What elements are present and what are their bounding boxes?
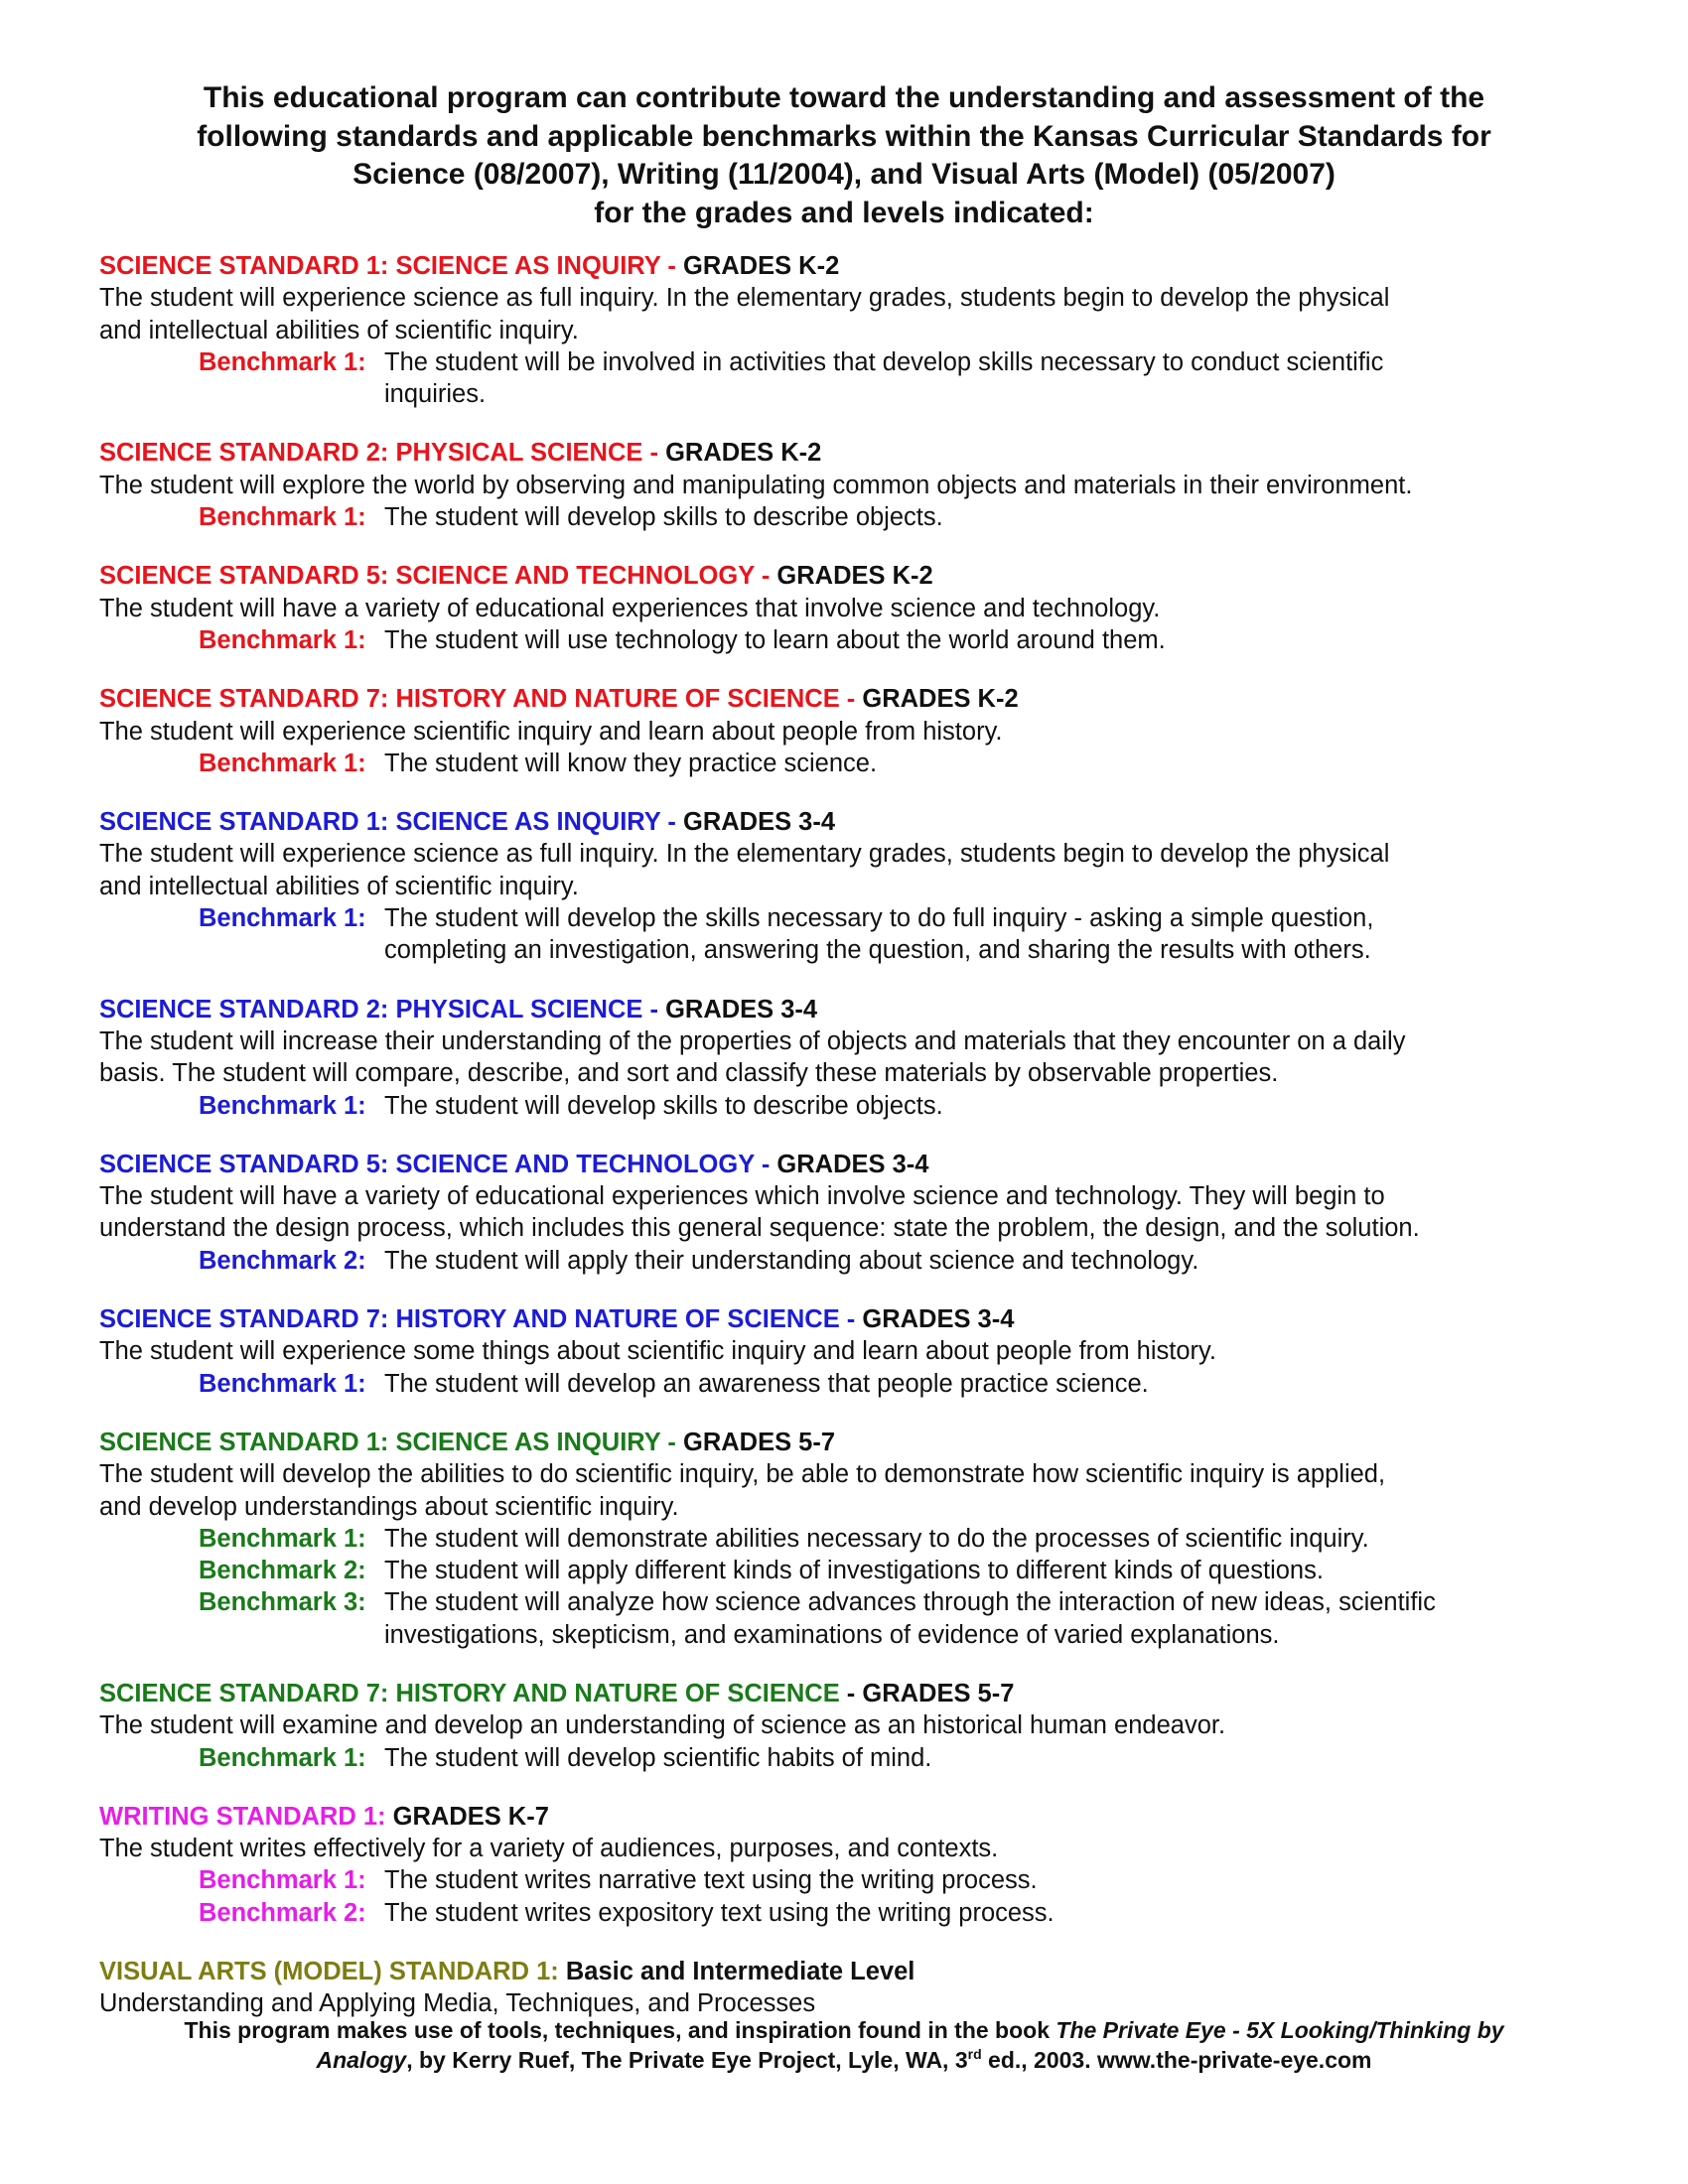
standard-description: and develop understandings about scientific inquiry.	[99, 1492, 679, 1521]
title-line: for the grades and levels indicated:	[594, 196, 1094, 229]
standard-header	[99, 806, 1589, 838]
edition-superscript: rd	[967, 2046, 982, 2062]
standard-label: SCIENCE STANDARD 1: SCIENCE AS INQUIRY -	[99, 1428, 676, 1456]
book-title: The Private Eye - 5X Looking/Thinking by	[1055, 2017, 1504, 2043]
standard-description: Understanding and Applying Media, Techniques, and Processes	[99, 1989, 816, 2018]
benchmark	[99, 1864, 1589, 1896]
standard-section	[99, 1427, 1589, 1651]
standard-header	[99, 994, 1589, 1025]
benchmark-label: Benchmark 2:	[199, 1557, 366, 1585]
benchmark-label: Benchmark 1:	[199, 1743, 366, 1772]
standard-section	[99, 1956, 1589, 2020]
benchmark-text: The student will be involved in activities that develop skills necessary to conduct scientific	[384, 347, 1384, 376]
grade-level: - GRADES 5-7	[846, 1679, 1015, 1707]
title-line: Science (08/2007), Writing (11/2004), and Visual Arts (Model) (05/2007)	[352, 158, 1336, 191]
standard-label: SCIENCE STANDARD 2: PHYSICAL SCIENCE -	[99, 995, 658, 1024]
benchmark-text-continued: inquiries.	[384, 380, 487, 409]
benchmark-label: Benchmark 1:	[199, 1866, 366, 1895]
standard-description: The student will examine and develop an understanding of science as an historical human endeavor.	[99, 1711, 1226, 1740]
grade-level: Basic and Intermediate Level	[565, 1958, 915, 1986]
book-title-cont: Analogy	[316, 2047, 407, 2073]
standard-section	[99, 683, 1589, 779]
standard-header	[99, 683, 1589, 715]
grade-level: GRADES K-2	[776, 562, 933, 591]
footer-text: ed., 2003. www.the-private-eye.com	[981, 2047, 1372, 2073]
benchmark	[99, 346, 1589, 378]
standard-header	[99, 250, 1589, 282]
benchmark	[99, 1897, 1589, 1929]
standard-description: understand the design process, which includes this general sequence: state the problem, the design, and the solution.	[99, 1214, 1420, 1243]
benchmark	[99, 748, 1589, 779]
standard-header	[99, 1427, 1589, 1458]
benchmark-text-continued: completing an investigation, answering the question, and sharing the results with others.	[384, 936, 1371, 965]
benchmark-text: The student will develop scientific habits of mind.	[384, 1743, 932, 1772]
standard-header	[99, 437, 1589, 469]
benchmark-text: The student will develop skills to describe objects.	[384, 1091, 943, 1120]
benchmark-label: Benchmark 3:	[199, 1588, 366, 1617]
standard-label: SCIENCE STANDARD 5: SCIENCE AND TECHNOLOGY -	[99, 562, 771, 591]
title-line: following standards and applicable benchmarks within the Kansas Curricular Standards for	[197, 119, 1491, 153]
standard-section	[99, 994, 1589, 1122]
benchmark-label: Benchmark 1:	[199, 503, 366, 532]
standard-description: The student will have a variety of educational experiences which involve science and technology. They will begin to	[99, 1182, 1385, 1211]
footer-text: This program makes use of tools, techniques, and inspiration found in the book	[184, 2017, 1056, 2043]
standard-section	[99, 250, 1589, 410]
benchmark-text: The student writes narrative text using the writing process.	[384, 1866, 1038, 1895]
footer-text: , by Kerry Ruef, The Private Eye Project, Lyle, WA, 3	[406, 2047, 968, 2073]
benchmark-label: Benchmark 1:	[199, 1524, 366, 1553]
benchmark	[99, 902, 1589, 934]
benchmark-text: The student will know they practice science.	[384, 749, 878, 777]
standard-label: WRITING STANDARD 1:	[99, 1802, 386, 1831]
standard-label: SCIENCE STANDARD 2: PHYSICAL SCIENCE -	[99, 439, 658, 468]
benchmark-label: Benchmark 1:	[199, 1369, 366, 1398]
standard-section	[99, 1801, 1589, 1929]
standard-label: VISUAL ARTS (MODEL) STANDARD 1:	[99, 1958, 559, 1986]
footer-line-2	[99, 2045, 1589, 2075]
standard-header	[99, 1956, 1589, 1987]
standard-header	[99, 1678, 1589, 1709]
benchmark-label: Benchmark 1:	[199, 904, 366, 933]
standard-description: basis. The student will compare, describe, and sort and classify these materials by observable properties.	[99, 1059, 1279, 1088]
footer-line-1	[99, 2015, 1589, 2045]
grade-level: GRADES K-2	[683, 252, 840, 280]
benchmark	[99, 1523, 1589, 1555]
standard-header	[99, 1149, 1589, 1180]
standard-description: The student will explore the world by observing and manipulating common objects and materials in their environment.	[99, 471, 1413, 499]
standard-section	[99, 1149, 1589, 1277]
benchmark-text: The student will develop the skills necessary to do full inquiry - asking a simple question,	[384, 904, 1374, 933]
grade-level: GRADES 5-7	[683, 1428, 836, 1456]
benchmark-label: Benchmark 2:	[199, 1898, 366, 1927]
benchmark	[99, 1245, 1589, 1277]
benchmark-text-continued: investigations, skepticism, and examinations of evidence of varied explanations.	[384, 1620, 1280, 1649]
standard-label: SCIENCE STANDARD 1: SCIENCE AS INQUIRY -	[99, 252, 676, 280]
benchmark	[99, 1555, 1589, 1586]
document-title	[99, 79, 1589, 232]
benchmark-text: The student will analyze how science advances through the interaction of new ideas, scientific	[384, 1588, 1436, 1617]
standard-description: The student will experience science as full inquiry. In the elementary grades, students begin to develop the physical	[99, 840, 1390, 869]
standard-section	[99, 1678, 1589, 1774]
benchmark-label: Benchmark 1:	[199, 625, 366, 654]
standard-header	[99, 1801, 1589, 1833]
standard-section	[99, 437, 1589, 533]
grade-level: GRADES K-2	[862, 685, 1019, 714]
benchmark-label: Benchmark 1:	[199, 749, 366, 777]
grade-level: GRADES K-7	[392, 1802, 549, 1831]
benchmark	[99, 1368, 1589, 1400]
grade-level: GRADES 3-4	[862, 1305, 1015, 1334]
standard-label: SCIENCE STANDARD 7: HISTORY AND NATURE OF SCIENCE -	[99, 1305, 856, 1334]
benchmark-label: Benchmark 1:	[199, 347, 366, 376]
standard-label: SCIENCE STANDARD 5: SCIENCE AND TECHNOLOGY -	[99, 1150, 771, 1178]
standard-section	[99, 560, 1589, 656]
benchmark	[99, 1586, 1589, 1618]
benchmark	[99, 624, 1589, 656]
footer-citation	[99, 2015, 1589, 2075]
standard-description: The student will experience scientific inquiry and learn about people from history.	[99, 717, 1003, 746]
benchmark-label: Benchmark 2:	[199, 1246, 366, 1275]
benchmark-text: The student will develop an awareness that people practice science.	[384, 1369, 1149, 1398]
benchmark	[99, 501, 1589, 533]
standard-description: The student will increase their understanding of the properties of objects and materials that they encounter on a daily	[99, 1026, 1406, 1055]
standard-label: SCIENCE STANDARD 7: HISTORY AND NATURE OF SCIENCE	[99, 1679, 840, 1707]
benchmark-text: The student will apply different kinds of investigations to different kinds of questions.	[384, 1557, 1324, 1585]
benchmark-text: The student will demonstrate abilities necessary to do the processes of scientific inquiry.	[384, 1524, 1369, 1553]
grade-level: GRADES 3-4	[683, 808, 836, 837]
benchmark-text: The student will develop skills to describe objects.	[384, 503, 943, 532]
benchmark-text: The student will use technology to learn about the world around them.	[384, 625, 1166, 654]
standard-description: and intellectual abilities of scientific inquiry.	[99, 316, 579, 344]
standard-header	[99, 560, 1589, 592]
standard-description: The student writes effectively for a variety of audiences, purposes, and contexts.	[99, 1835, 999, 1863]
benchmark-label: Benchmark 1:	[199, 1091, 366, 1120]
standard-header	[99, 1303, 1589, 1335]
standard-description: The student will experience some things about scientific inquiry and learn about people from history.	[99, 1337, 1216, 1366]
standard-label: SCIENCE STANDARD 1: SCIENCE AS INQUIRY -	[99, 808, 676, 837]
grade-level: GRADES 3-4	[665, 995, 818, 1024]
standard-description: and intellectual abilities of scientific inquiry.	[99, 872, 579, 900]
standard-label: SCIENCE STANDARD 7: HISTORY AND NATURE OF SCIENCE -	[99, 685, 856, 714]
grade-level: GRADES 3-4	[776, 1150, 929, 1178]
standard-section	[99, 1303, 1589, 1400]
standard-section	[99, 806, 1589, 966]
grade-level: GRADES K-2	[665, 439, 822, 468]
benchmark	[99, 1742, 1589, 1774]
benchmark	[99, 1090, 1589, 1122]
benchmark-text: The student will apply their understanding about science and technology.	[384, 1246, 1199, 1275]
standard-description: The student will develop the abilities to do scientific inquiry, be able to demonstrate how scientific inquiry is applied,	[99, 1460, 1386, 1489]
standard-description: The student will have a variety of educational experiences that involve science and technology.	[99, 594, 1161, 622]
standards-list	[99, 250, 1589, 2047]
standard-description: The student will experience science as full inquiry. In the elementary grades, students begin to develop the physical	[99, 284, 1390, 313]
benchmark-text: The student writes expository text using the writing process.	[384, 1898, 1055, 1927]
title-line: This educational program can contribute toward the understanding and assessment of the	[203, 81, 1485, 114]
